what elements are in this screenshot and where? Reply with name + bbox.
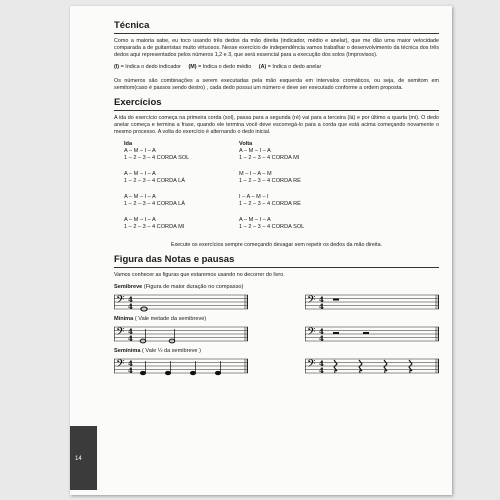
number-sequence: 1 – 2 – 3 – 4 CORDA MI	[124, 224, 185, 230]
exercise-group	[239, 148, 354, 162]
finger-sequence: A – M – I – A	[124, 171, 156, 177]
finger-a-text: = Indica o dedo anelar	[266, 64, 322, 70]
section-title-figuras: Figura das Notas e pausas	[114, 254, 235, 265]
finger-sequence: A – M – I – A	[124, 194, 156, 200]
staff-minima-rest	[305, 324, 439, 344]
finger-i-text: = Indica o dedo indicador	[119, 64, 181, 70]
staff-seminima-note	[114, 356, 248, 376]
finger-a-label: (A)	[258, 64, 267, 70]
minima-label	[114, 316, 439, 322]
half-rest-icon	[363, 332, 369, 334]
semibreve-label	[114, 284, 439, 290]
ida-header: Ida	[124, 141, 133, 147]
exercicios-note: Execute os exercícios sempre começando devagar sem repetir os dedos da mão direita.	[170, 242, 383, 248]
semibreve-desc: (Figura de maior duração no compasso)	[142, 284, 244, 290]
exercise-group	[239, 171, 354, 185]
quarter-rests-icon	[334, 360, 412, 373]
finger-sequence: A – M – I – A	[124, 148, 156, 154]
time-sig-top: 4	[128, 358, 133, 368]
finger-sequence: A – M – I – A	[124, 217, 156, 223]
minima-name: Mínima	[114, 316, 134, 322]
time-sig-bottom: 4	[319, 301, 324, 311]
staff-semibreve-rest	[305, 292, 439, 312]
number-sequence: 1 – 2 – 3 – 4 CORDA SOL	[124, 155, 190, 161]
section-title-tecnica: Técnica	[114, 20, 150, 31]
tecnica-paragraph-2: Os números são combinações a serem executadas pela mão esquerda em intervalos cromáticos, ou seja, de semitom em semitom(caso é passos sendo destro) , cada dedo possui um número e deve ser executado conforme a ordem proposta.	[114, 78, 439, 91]
time-sig-top: 4	[319, 294, 324, 304]
time-sig-top: 4	[319, 326, 324, 336]
finger-m-label: (M)	[188, 64, 197, 70]
number-sequence: 1 – 2 – 3 – 4 CORDA LÁ	[124, 201, 185, 207]
bass-clef-icon: 𝄢	[307, 326, 316, 341]
volta-header: Volta	[239, 141, 253, 147]
page-number: 14	[75, 456, 82, 462]
number-sequence: 1 – 2 – 3 – 4 CORDA MI	[239, 155, 300, 161]
finger-sequence: M – I – A – M	[239, 171, 272, 177]
semibreve-staves	[114, 292, 439, 312]
finger-legend	[114, 64, 439, 70]
bass-clef-icon: 𝄢	[116, 358, 125, 373]
minima-staves	[114, 324, 439, 344]
minima-desc: ( Vale metade da semibreve)	[133, 316, 207, 322]
seminima-desc: ( Vale ¼ da semibreve )	[140, 348, 201, 354]
time-sig-top: 4	[319, 358, 324, 368]
time-sig-bottom: 4	[128, 365, 133, 375]
number-sequence: 1 – 2 – 3 – 4 CORDA RÉ	[239, 201, 301, 207]
time-sig-top: 4	[128, 326, 133, 336]
book-page	[70, 6, 452, 495]
time-sig-bottom: 4	[128, 301, 133, 311]
time-sig-top: 4	[128, 294, 133, 304]
semibreve-name: Semibreve	[114, 284, 143, 290]
exercise-group	[124, 194, 239, 208]
time-sig-bottom: 4	[319, 333, 324, 343]
exercise-group	[239, 217, 354, 231]
volta-column	[239, 141, 354, 240]
seminima-name: Semínima	[114, 348, 141, 354]
number-sequence: 1 – 2 – 3 – 4 CORDA RÉ	[239, 178, 301, 184]
bass-clef-icon: 𝄢	[116, 326, 125, 341]
page-content	[114, 20, 439, 380]
section-rule	[114, 110, 439, 111]
exercise-group	[124, 217, 239, 231]
bass-clef-icon: 𝄢	[307, 294, 316, 309]
staff-seminima-rest	[305, 356, 439, 376]
number-sequence: 1 – 2 – 3 – 4 CORDA SOL	[239, 224, 305, 230]
number-sequence: 1 – 2 – 3 – 4 CORDA LÁ	[124, 178, 185, 184]
exercise-group	[124, 148, 239, 162]
staff-semibreve-note	[114, 292, 248, 312]
exercise-group	[239, 194, 354, 208]
finger-sequence: A – M – I – A	[239, 148, 271, 154]
tecnica-paragraph-1: Como a maioria sabe, eu toco usando três dedos da mão direita (indicador, médio e anelar), que me dão uma maior velocidade comparada a de guitarristas muito virtuosos. Nesse exercício de independência vamos trabalhar o desenvolvimento da técnica dos três dedos aqui representados pelos números 1,2 e 3, que será essencial para a execução dos solos (Improvisos).	[114, 38, 439, 58]
whole-rest-icon	[333, 299, 339, 301]
section-title-exercicios: Exercícios	[114, 97, 162, 108]
finger-i-label: (I)	[114, 64, 120, 70]
time-sig-bottom: 4	[128, 333, 133, 343]
staff-minima-note	[114, 324, 248, 344]
finger-sequence: I – A – M – I	[239, 194, 269, 200]
ida-column	[124, 141, 239, 240]
seminima-staves	[114, 356, 439, 376]
half-rest-icon	[333, 332, 339, 334]
section-rule	[114, 33, 439, 34]
exercicios-paragraph: A ida do exercício começa na primeira corda (sol), passa para a segunda (ré) vai para a terceira (lá) e por último a quarta (mi). O dedo anelar começa e termina a frase, quando ele termina você deve escorregá-lo para a corda que está acima começando novamente o mesmo processo. A volta do exercício é alternando o dedo inicial.	[114, 115, 439, 135]
finger-m-text: = Indica o dedo médio	[196, 64, 252, 70]
time-sig-bottom: 4	[319, 365, 324, 375]
seminima-label	[114, 348, 439, 354]
exercise-columns	[124, 141, 439, 240]
finger-sequence: A – M – I – A	[239, 217, 271, 223]
section-rule	[114, 267, 439, 268]
bass-clef-icon: 𝄢	[116, 294, 125, 309]
figuras-intro: Vamos conhecer as figuras que estaremos usando no decorrer do livro.	[114, 272, 285, 278]
exercise-group	[124, 171, 239, 185]
bass-clef-icon: 𝄢	[307, 358, 316, 373]
